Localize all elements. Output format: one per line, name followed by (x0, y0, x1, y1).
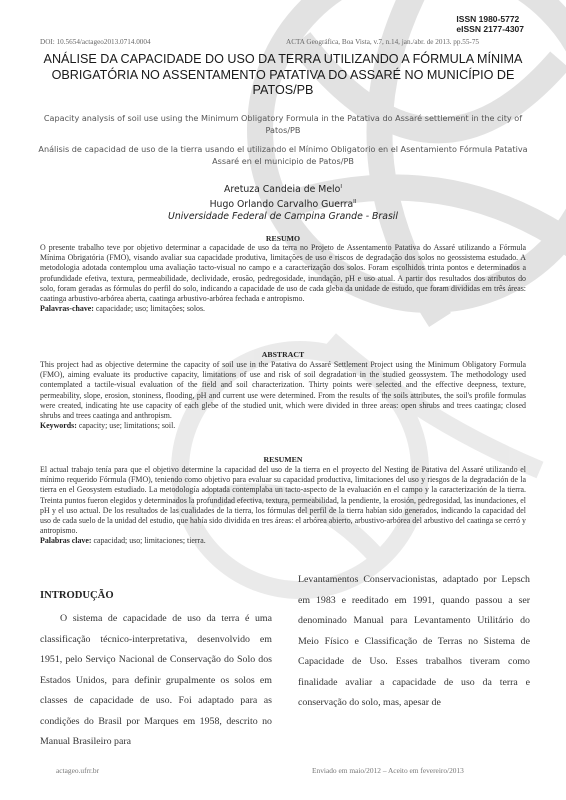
article-title: ANÁLISE DA CAPACIDADE DO USO DA TERRA UTILIZANDO A FÓRMULA MÍNIMA OBRIGATÓRIA NO ASSENTAMENTO PATATIVA DO ASSARÉ NO MUNICÍPIO DE PATOS/PB (43, 52, 523, 97)
article-title-english: Capacity analysis of soil use using the Minimum Obligatory Formula in the Patativa do Assaré settlement in the city of Patos/PB (43, 113, 523, 135)
issn-print: ISSN 1980-5772 (456, 14, 520, 24)
author-2-marker: II (353, 199, 357, 206)
resumen-text: El actual trabajo tenía para que el objetivo determine la capacidad del uso de la tierra en el proyecto del Nesting de Patativa del Assaré utilizando el mínimo requerido Fórmula (FMO), teniendo como objetivo para evaluar su capacidad productiva, limitaciones del uso y riesgos de la degradación de la tierra en el Geosystem estudiado. La metodología adoptada contemplaba un tacto-aspecto de la evaluación en el campo y la caracterización de la tierra. Treinta puntos fueron elegidos y determinados la profundidad efectiva, textura, permeabilidad, la pendiente, la erosión, pedregosidad, las inundaciones, el pH y el uso actual. De los resultados de las cualidades de la tierra, los fórmulas del perfil de la tierra habían sido generados, indicando la capacidad del uso de cada suelo de la unidad del estudio, que había sido dividida en tres áreas: el arbórea abierto, arbustivo-arbórea del arbustivo del caatinga se cerró y antropismo. (40, 465, 526, 536)
resumo-section (40, 243, 526, 314)
introduction-paragraph-right: Levantamentos Conservacionistas, adaptado por Lepsch em 1983 e reeditado em 1991, quando passou a ser denominado Manual para Levantamento Utilitário do Meio Físico e Classificação de Terras no Sistema de Capacidade de Uso. Esses trabalhos tiveram como finalidade avaliar a capacidade de uso da terra e conservação do solo, mas, apesar de (298, 574, 530, 708)
doi-link[interactable]: DOI: 10.5654/actageo2013.0714.0004 (40, 38, 151, 46)
introduction-column-right (298, 570, 530, 714)
resumo-heading: RESUMO (265, 234, 301, 243)
introduction-column-left (40, 609, 272, 753)
issn-electronic: eISSN 2177-4307 (456, 24, 524, 34)
article-title-spanish: Análisis de capacidad de uso de la tierra usando el utilizando el Mínimo Obligatorio en el Asentamiento Fórmula Patativa Assaré en el municipio de Patos/PB (38, 144, 528, 166)
footer-submission-dates: Enviado em maio/2012 – Aceito em fevereiro/2013 (312, 766, 464, 775)
abstract-text: This project had as objective determine the capacity of soil use in the Patativa do Assaré Settlement Project using the Minimum Obligatory Formula (FMO), aiming evaluate its productive capacity, limitations of use and risk of soil degradation in the studied geossystem. The methodology used contemplated a tactile-visual evaluation of the field and soil characterization. Thirty points were selected and the effective deepness, texture, permeability, slope, erosion, stoniness, flooding, pH and current use were determined. From the results of the soils attributes, the soil's profile formulas were created, indicating hte use capacity of each glebe of the studied unit, which were divided in three areas: open shrubs and trees caatinga; closed shrubs and trees caatinga and anthropism. (40, 360, 526, 421)
abstract-section (40, 360, 526, 431)
author-1: Aretuza Candeia de Melo$^I$ (224, 184, 342, 196)
resumo-keywords: capacidade; uso; limitações; solos. (95, 304, 206, 314)
resumen-heading: RESUMEN (263, 455, 303, 464)
footer-website-link[interactable]: actageo.ufrr.br (56, 766, 100, 775)
journal-reference: ACTA Geográfica, Boa Vista, v.7, n.14, jan./abr. de 2013. pp.55-75 (286, 38, 480, 46)
resumo-text: O presente trabalho teve por objetivo determinar a capacidade de uso da terra no Projeto de Assentamento Patativa do Assaré utilizando a Fórmula Mínima Obrigatória (FMO), visando avaliar sua capacidade produtiva, limitações de uso e riscos de degradação dos solos no geossistema estudado. A metodologia adotada contemplou uma avaliação tacto-visual no campo e a caracterização dos solos. Foram escolhidos trinta pontos e determinados a profundidade efetiva, textura, permeabilidade, declividade, erosão, pedregosidade, inundação, pH e uso atual. A partir dos resultados dos atributos do solo, foram geradas as fórmulas do perfil do solo, indicando a capacidade de uso de cada gleba da unidade de estudo, que foram divididas em três áreas: caatinga arbustivo-arbórea aberta, caatinga arbustivo-arbórea fechada e antropismo. (40, 243, 526, 304)
author-2: Hugo Orlando Carvalho Guerra$^{II}$ (209, 199, 357, 211)
resumen-section (40, 465, 526, 547)
resumo-keywords-label: Palavras-chave: (40, 304, 94, 314)
resumen-keywords: capacidad; uso; limitaciones; tierra. (93, 536, 206, 546)
introduction-paragraph-left: O sistema de capacidade de uso da terra é uma classificação técnico-interpretativa, desenvolvido em 1951, pelo Serviço Nacional de Conservação do Solo dos Estados Unidos, para definir grupalmente os solos em classes de capacidade de uso. Foi adaptado para as condições do Brasil por Marques em 1958, descrito no Manual Brasileiro para (40, 613, 272, 747)
author-1-marker: I (340, 184, 342, 190)
introduction-heading: INTRODUÇÃO (40, 590, 114, 601)
abstract-keywords-label: Keywords: (40, 421, 77, 431)
authors-block (30, 181, 536, 223)
abstract-keywords: capacity; use; limitations; soil. (78, 421, 176, 431)
abstract-heading: ABSTRACT (261, 350, 305, 359)
resumen-keywords-label: Palabras clave: (40, 536, 92, 546)
affiliation: Universidade Federal de Campina Grande - Brasil (168, 211, 398, 223)
issn-block (456, 14, 524, 34)
